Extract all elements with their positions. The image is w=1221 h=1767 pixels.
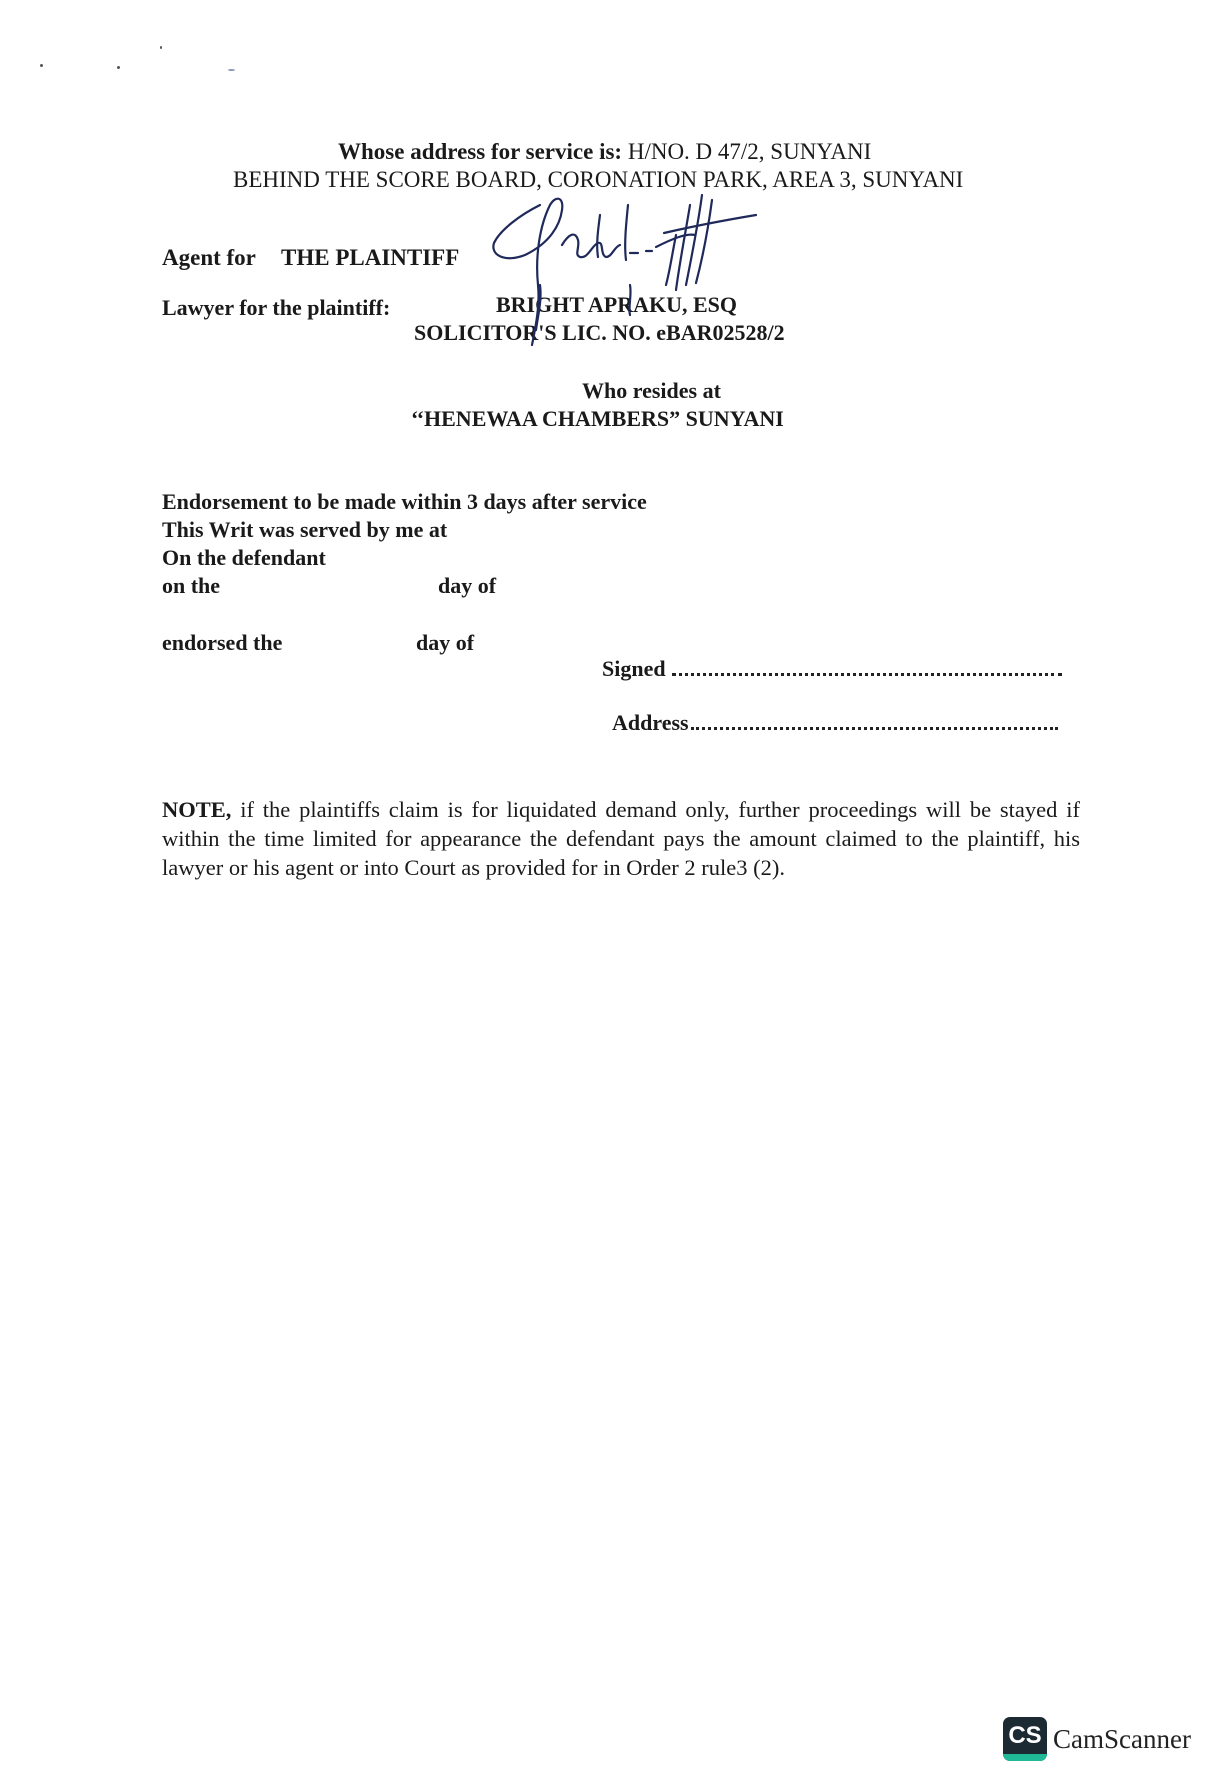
- day-of-label-1: day of: [438, 573, 497, 598]
- note-paragraph: [162, 795, 1080, 882]
- camscanner-logo-text: CS: [1008, 1722, 1042, 1749]
- camscanner-watermark: [1003, 1715, 1191, 1763]
- address-label: Whose address for service is:: [338, 139, 623, 164]
- lawyer-name: BRIGHT APRAKU, ESQ: [496, 292, 738, 317]
- note-label: NOTE,: [162, 797, 232, 822]
- resides-value: ‘‘HENEWAA CHAMBERS” SUNYANI: [411, 406, 784, 431]
- address-sign-label: Address: [612, 710, 689, 735]
- signed-dotted-line: [672, 669, 1062, 676]
- endorsement-line-2: This Writ was served by me at: [162, 517, 448, 542]
- address-line-1: [338, 139, 871, 165]
- address-sign-line: [612, 710, 1058, 736]
- lawyer-license: SOLICITOR'S LIC. NO. eBAR02528/2: [414, 320, 785, 345]
- endorsement-line-1: Endorsement to be made within 3 days after service: [162, 489, 647, 514]
- signature: [480, 185, 770, 355]
- day-of-label-2: day of: [416, 630, 475, 655]
- address-value: H/NO. D 47/2, SUNYANI: [622, 139, 872, 164]
- on-the-label: on the: [162, 573, 221, 598]
- note-text: if the plaintiffs claim is for liquidated demand only, further proceedings will be stayed if within the time limited for appearance the defendant pays the amount claimed to the plaintiff, his lawyer or his agent or into Court as provided for in Order 2 rule3 (2).: [162, 797, 1080, 880]
- agent-label: Agent for: [162, 245, 256, 270]
- signed-label: Signed: [602, 656, 666, 681]
- address-line-2: BEHIND THE SCORE BOARD, CORONATION PARK, AREA 3, SUNYANI: [233, 167, 964, 192]
- signed-line: [602, 656, 1062, 682]
- agent-value: THE PLAINTIFF: [281, 245, 460, 270]
- camscanner-logo-icon: [1003, 1717, 1047, 1761]
- endorsement-line-3: On the defendant: [162, 545, 326, 570]
- lawyer-label: Lawyer for the plaintiff:: [162, 295, 391, 320]
- camscanner-text: CamScanner: [1053, 1723, 1191, 1754]
- resides-label: Who resides at: [582, 378, 721, 403]
- address-dotted-line: [691, 723, 1058, 730]
- endorsed-the-label: endorsed the: [162, 630, 283, 655]
